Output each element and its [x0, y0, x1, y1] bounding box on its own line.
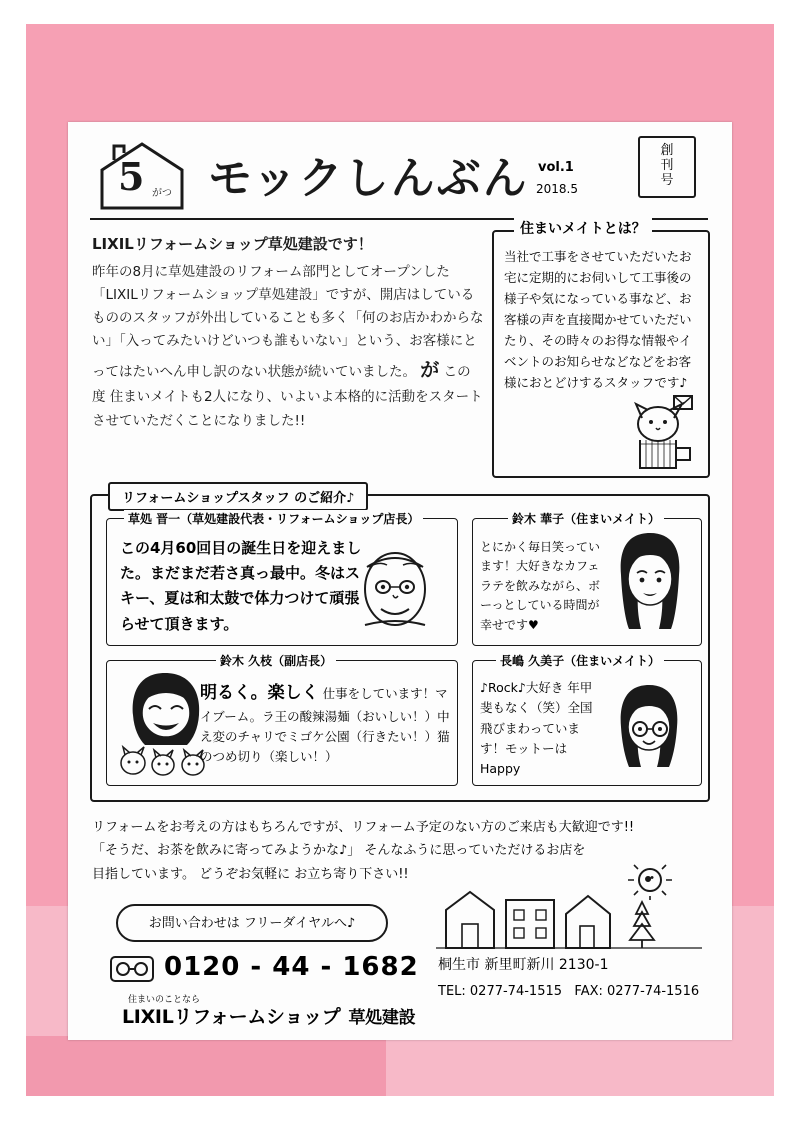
page-title: モックしんぶん	[208, 153, 529, 204]
closing-line-2: 「そうだ、お茶を飲みに寄ってみようかな♪」 そんなふうに思っていただけるお店を	[92, 843, 586, 859]
staff-text-hisae-highlight: 明るく。楽しく	[200, 683, 319, 703]
sumai-mate-title: 住まいメイトとは？	[514, 218, 652, 238]
lixil-logo-text: LIXILリフォームショップ	[122, 1006, 341, 1028]
month-number: 5	[118, 154, 145, 199]
intro-text-block	[92, 232, 484, 433]
badge-line-3: 号	[660, 172, 674, 188]
pink-background-corner	[26, 1036, 386, 1096]
staff-text-hisae	[200, 680, 450, 767]
issue-date: 2018.5	[536, 182, 578, 196]
free-dial-icon	[110, 956, 154, 982]
woman-glasses-bob-icon	[605, 681, 693, 781]
townscape-with-sun-icon	[436, 864, 706, 950]
contact-bubble: お問い合わせは フリーダイヤルへ♪	[116, 904, 388, 942]
badge-line-1: 創	[660, 143, 674, 158]
first-issue-badge	[638, 136, 696, 198]
tel-fax-line	[438, 984, 699, 999]
staff-text-shoichi: この4月60回目の誕生日を迎えました。まだまだ若さ真っ最中。冬はスキー、夏は和太鼓で体力つけて頑張らせて頂きます。	[120, 539, 362, 633]
tel-number: TEL: 0277-74-1515	[438, 984, 563, 999]
phone-number[interactable]: 0120 - 44 - 1682	[164, 952, 419, 982]
lixil-tagline: 住まいのことなら	[128, 995, 201, 1005]
intro-lead: LIXILリフォームショップ草処建設です！	[92, 235, 373, 253]
staff-text-hanako: とにかく毎日笑っています！大好きなカフェラテを飲みながら、ボーっとしている時間が幸せです♥	[480, 540, 601, 632]
fax-number: FAX: 0277-74-1516	[574, 984, 700, 999]
badge-line-2: 刊	[660, 157, 674, 173]
staff-name-hanako: 鈴木 華子（住まいメイト）	[508, 510, 664, 527]
staff-name-hisae: 鈴木 久枝（副店長）	[216, 652, 336, 669]
intro-conjunction: が	[420, 358, 440, 381]
staff-name-kumiko: 長嶋 久美子（住まいメイト）	[496, 652, 664, 669]
scanned-paper	[68, 122, 732, 1040]
sumai-mate-body: 当社で工事をさせていただいたお宅に定期的にお伺いして工事後の様子や気になっている事など、お客様の声を直接聞かせていただいたり、その時々のお得な情報やイベントのお知らせなどなどをお客様におとどけするスタッフです♪	[504, 249, 692, 390]
intro-body: 昨年の8月に草処建設のリフォーム部門としてオープンした「LIXILリフォームショップ草処建設」ですが、開店はしているもののスタッフが外出していることも多く「何のお店かわからない」「入ってみたいけどいつも誰もいない」という、お客様にとってはたいへん申し訳のない状態が続いていました。	[92, 263, 484, 380]
closing-line-3: 目指しています。 どうぞお気軽に お立ち寄り下さい!!	[92, 866, 409, 882]
female-face-long-hair-icon	[607, 527, 693, 639]
lixil-logo	[122, 1002, 415, 1029]
staff-section-title: リフォームショップスタッフ のご紹介♪	[108, 482, 368, 511]
staff-name-shoichi: 草処 晋一（草処建設代表・リフォームショップ店長）	[124, 510, 423, 527]
volume-label: vol.1	[538, 160, 574, 175]
staff-text-kumiko: ♪Rock♪大好き 年甲斐もなく（笑）全国飛びまわっています！モットーは Happy	[480, 680, 593, 776]
month-suffix: がつ	[152, 188, 172, 199]
masthead-header	[68, 122, 732, 218]
staff-text-hisae-body: 仕事をしています！マイブーム。ラ王の酸辣湯麺（おいしい！）中え変のチャリでミゴケ公園（行きたい！）猫のつめ切り（楽しい！）	[200, 686, 450, 765]
closing-line-1: リフォームをお考えの方はもちろんですが、リフォーム予定のない方のご来店も大歓迎です!!	[92, 820, 635, 835]
cat-mail-carrier-icon	[616, 382, 702, 474]
address: 桐生市 新里町新川 2130-1	[438, 957, 609, 973]
company-name: 草処建設	[348, 1008, 416, 1028]
intro-body-2: この度 住まいメイトも2人になり、いよいよ本格的に活動をスタートさせていただくことになりました!!	[92, 363, 483, 429]
